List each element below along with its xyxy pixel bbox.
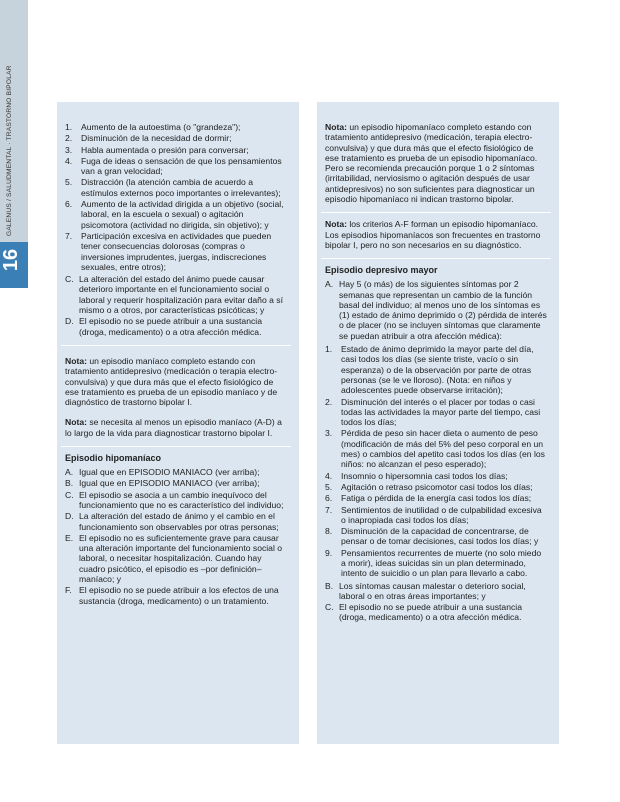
depressive-bc-list (325, 581, 547, 623)
list-item: 4. Insomnio o hipersomnia casi todos los días; (325, 470, 508, 481)
depressive-a-list (325, 279, 547, 341)
list-item: A. Hay 5 (o más) de los siguientes síntomas por 2 semanas que representan un cambio de la función basal del individuo; al menos uno de los síntomas es (1) estado de ánimo deprimido o (2) pérdida de interés o de placer (no se incluyen síntomas que claramente se puedan atribuir a otra afección médica): (325, 279, 547, 341)
list-item: B. Igual que en EPISODIO MANIACO (ver arriba); (65, 478, 260, 489)
list-item: 1. Estado de ánimo deprimido la mayor parte del día, casi todos los días (se siente triste, vacío o sin esperanza) o de la observación por parte de otras personas (se le ve lloroso). (Nota: en niños y adolescentes puede observarse irritación); (325, 344, 534, 396)
right-column (317, 102, 559, 744)
list-item: C. La alteración del estado del ánimo puede causar deterioro importante en el funcionamiento social o laboral y requerir hospitalización para evitar daño a sí mismo o a otros, por características psicóticas; y (65, 274, 283, 316)
note-paragraph: Nota: un episodio maníaco completo estando con tratamiento antidepresivo (medicación o terapia electro- convulsiva) y que dura más que el efecto fisiológico de ese tratamiento es prueba de un episodio maníaco y de diagnóstico de trastorno bipolar I. (65, 355, 278, 408)
side-running-title: GALENUS / SALUDMENTAL · TRASTORNO BIPOLAR (6, 65, 13, 236)
list-item: 8. Disminución de la capacidad de concentrarse, de pensar o de tomar decisiones, casi todos los días; y (325, 526, 539, 547)
list-item: 4. Fuga de ideas o sensación de que los pensamientos van a gran velocidad; (65, 155, 282, 177)
list-item: D. El episodio no se puede atribuir a una sustancia (droga, medicamento) o a otra afección médica. (65, 316, 262, 337)
list-item: 6. Fatiga o pérdida de la energía casi todos los días; (325, 493, 532, 504)
section-heading: Episodio hipomaníaco (65, 453, 162, 464)
list-item: 2. Disminución de la necesidad de dormir; (65, 133, 232, 144)
divider (61, 345, 291, 346)
list-item: A. Igual que en EPISODIO MANIACO (ver arriba); (65, 467, 260, 478)
list-item: 3. Pérdida de peso sin hacer dieta o aumento de peso (modificación de más del 5% del peso corporal en un mes) o cambios del apetito casi todos los días (en los niños: no alcanzan el peso esperado); (325, 428, 545, 470)
criteria-cd-list (65, 274, 287, 337)
list-item: 2. Disminución del interés o el placer por todas o casi todas las actividades la mayor parte del tiempo, casi todos los días; (325, 396, 541, 428)
divider (61, 446, 291, 447)
list-item: E. El episodio no es suficientemente grave para causar una alteración importante del funcionamiento social o laboral, o necesitar hospitalización. Cuando hay cuadro psicótico, el episodio es –por definición– maníaco; y (65, 532, 283, 584)
list-item: 1. Aumento de la autoestima (o "grandeza"); (65, 122, 241, 132)
list-item: B. Los síntomas causan malestar o deterioro social, laboral o en otras áreas importantes; y (325, 580, 526, 601)
note-paragraph: Nota: se necesita al menos un episodio maníaco (A-D) a lo largo de la vida para diagnosticar trastorno bipolar I. (65, 417, 282, 438)
list-item: 7. Sentimientos de inutilidad o de culpabilidad excesiva o inapropiada casi todos los días; (325, 504, 542, 525)
list-item: C. El episodio se asocia a un cambio inequívoco del funcionamiento que no es característico del individuo; (65, 489, 284, 510)
list-item: 9. Pensamientos recurrentes de muerte (no solo miedo a morir), ideas suicidas sin un plan determinado, intento de suicidio o un plan para llevarlo a cabo. (325, 547, 542, 579)
divider (321, 212, 551, 213)
note-paragraph: Nota: los criterios A-F forman un episodio hipomaníaco. Los episodios hipomaníacos son frecuentes en trastorno bipolar I, pero no son necesarios en su diagnóstico. (325, 219, 541, 250)
list-item: D. La alteración del estado de ánimo y el cambio en el funcionamiento son observables por otras personas; (65, 511, 279, 532)
divider (321, 258, 551, 259)
list-item: C. El episodio no se puede atribuir a una sustancia (droga, medicamento) o a otra afección médica. (325, 602, 522, 623)
list-item: 5. Distracción (la atención cambia de acuerdo a estímulos externos poco importantes o irrelevantes); (65, 177, 281, 198)
criteria-b-list (65, 122, 287, 272)
note-paragraph: Nota: un episodio hipomaníaco completo estando con tratamiento antidepresivo (medicación, terapia electro-convulsiva) y que dura más que el efecto fisiológico de ese tratamiento es prueba de un episodio hipomaníaco. Pero se recomienda precaución porque 1 o 2 síntomas (irritabilidad, nerviosismo o agitación después de usar antidepresivos) no son suficientes para diagnosticar un episodio hipomaníaco ni indican trastorno bipolar. (325, 122, 538, 205)
list-item: 6. Aumento de la actividad dirigida a un objetivo (social, laboral, en la escuela o sexual) o agitación psicomotora (actividad no dirigida, sin objetivo); y (65, 199, 284, 230)
list-item: F. El episodio no se puede atribuir a los efectos de una sustancia (droga, medicamento) o un tratamiento. (65, 585, 279, 606)
list-item: 3. Habla aumentada o presión para conversar; (65, 144, 249, 155)
section-heading: Episodio depresivo mayor (325, 265, 438, 276)
list-item: 7. Participación excesiva en actividades que pueden tener consecuencias dolorosas (compras o inversiones imprudentes, juergas, indiscreciones sexuales, entre otros); (65, 230, 272, 272)
list-item: 5. Agitación o retraso psicomotor casi todos los días; (325, 481, 533, 492)
left-column (57, 102, 299, 744)
symptom-list (325, 344, 547, 579)
page-number: 16 (0, 248, 22, 272)
hypomanic-list (65, 467, 287, 606)
